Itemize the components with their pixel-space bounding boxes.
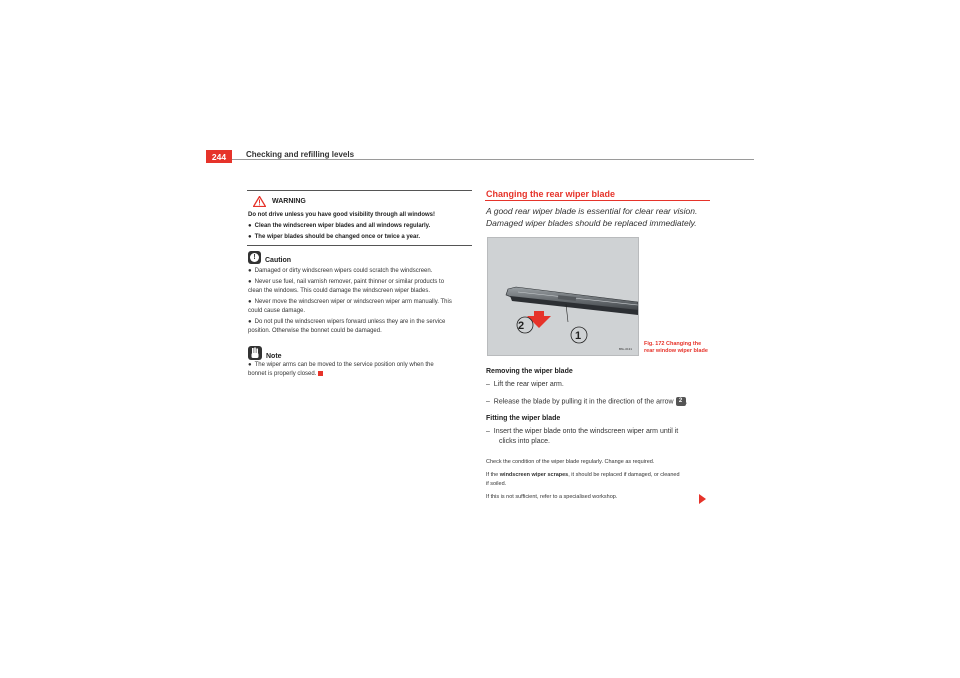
fitting-step bbox=[486, 428, 678, 435]
section-rule bbox=[485, 200, 710, 201]
section-title: Changing the rear wiper blade bbox=[486, 189, 616, 199]
info-line: Check the condition of the wiper blade regularly. Change as required. bbox=[486, 459, 655, 465]
info-text: , it should be replaced if damaged, or cleaned bbox=[568, 472, 680, 478]
step-text: Insert the wiper blade onto the windscreen wiper arm until it bbox=[493, 428, 679, 435]
caution-title-text: Caution bbox=[265, 257, 292, 264]
removing-step bbox=[486, 397, 687, 406]
caution-line: ● Do not pull the windscreen wipers forward unless they are in the service bbox=[248, 319, 445, 326]
fitting-heading: Fitting the wiper blade bbox=[486, 415, 561, 422]
caution-title bbox=[248, 251, 291, 264]
note-title-text: Note bbox=[266, 353, 282, 360]
figure-caption bbox=[644, 341, 708, 355]
running-title: Checking and refilling levels bbox=[246, 150, 355, 159]
note-line-text: bonnet is properly closed. bbox=[248, 371, 317, 378]
caution-line: ● Never move the windscreen wiper or windscreen wiper arm manually. This bbox=[248, 299, 452, 306]
warning-item: ● The wiper blades should be changed once or twice a year. bbox=[248, 234, 420, 241]
figure-code: B6L-0131 bbox=[619, 347, 633, 351]
step-text: Lift the rear wiper arm. bbox=[493, 381, 564, 388]
callout-1: 1 bbox=[575, 330, 582, 342]
note-line bbox=[248, 371, 323, 378]
caution-line: ● Never use fuel, nail varnish remover, paint thinner or similar products to bbox=[248, 279, 444, 286]
info-text: If the bbox=[486, 472, 500, 478]
removing-heading: Removing the wiper blade bbox=[486, 368, 573, 375]
wiper-illustration bbox=[488, 238, 638, 355]
removing-step bbox=[486, 381, 564, 388]
caution-line: could cause damage. bbox=[248, 308, 306, 314]
note-hand-icon bbox=[248, 346, 262, 360]
warning-title-text: WARNING bbox=[272, 198, 306, 205]
step-text: Release the blade by pulling it in the direction of the arrow bbox=[493, 398, 674, 406]
continue-arrow-icon bbox=[699, 494, 706, 504]
caption-line: rear window wiper blade bbox=[644, 348, 708, 354]
dash: – bbox=[486, 398, 490, 406]
exclamation-icon: ! bbox=[248, 251, 261, 264]
warning-title bbox=[253, 196, 306, 207]
dash: – bbox=[486, 428, 490, 435]
warning-triangle-icon bbox=[253, 196, 266, 207]
fitting-step-cont: clicks into place. bbox=[499, 438, 550, 445]
caution-line: clean the windows. This could damage the windscreen wiper blades. bbox=[248, 288, 430, 294]
caution-line: ● Damaged or dirty windscreen wipers could scratch the windscreen. bbox=[248, 268, 432, 275]
info-line: If this is not sufficient, refer to a specialised workshop. bbox=[486, 494, 618, 500]
section-intro: A good rear wiper blade is essential for clear rear vision. bbox=[486, 206, 698, 216]
callout-badge: 2 bbox=[676, 397, 686, 406]
caption-line: Fig. 172 Changing the bbox=[644, 341, 702, 347]
info-line bbox=[486, 472, 680, 478]
info-bold: windscreen wiper scrapes bbox=[499, 472, 569, 478]
end-mark bbox=[318, 371, 323, 376]
caution-line: position. Otherwise the bonnet could be damaged. bbox=[248, 328, 382, 334]
note-line: ● The wiper arms can be moved to the service position only when the bbox=[248, 362, 434, 369]
note-title bbox=[248, 346, 282, 360]
page-number-badge: 244 bbox=[206, 150, 232, 163]
callout-2: 2 bbox=[518, 320, 525, 332]
step-suffix: . bbox=[685, 398, 688, 406]
warning-intro: Do not drive unless you have good visibility through all windows! bbox=[248, 212, 436, 218]
section-intro: Damaged wiper blades should be replaced immediately. bbox=[486, 218, 697, 228]
info-line: if soiled. bbox=[486, 481, 507, 487]
warning-item: ● Clean the windscreen wiper blades and all windows regularly. bbox=[248, 223, 430, 230]
header-rule bbox=[232, 159, 754, 160]
figure-wiper-blade bbox=[487, 237, 639, 356]
dash: – bbox=[486, 381, 490, 388]
